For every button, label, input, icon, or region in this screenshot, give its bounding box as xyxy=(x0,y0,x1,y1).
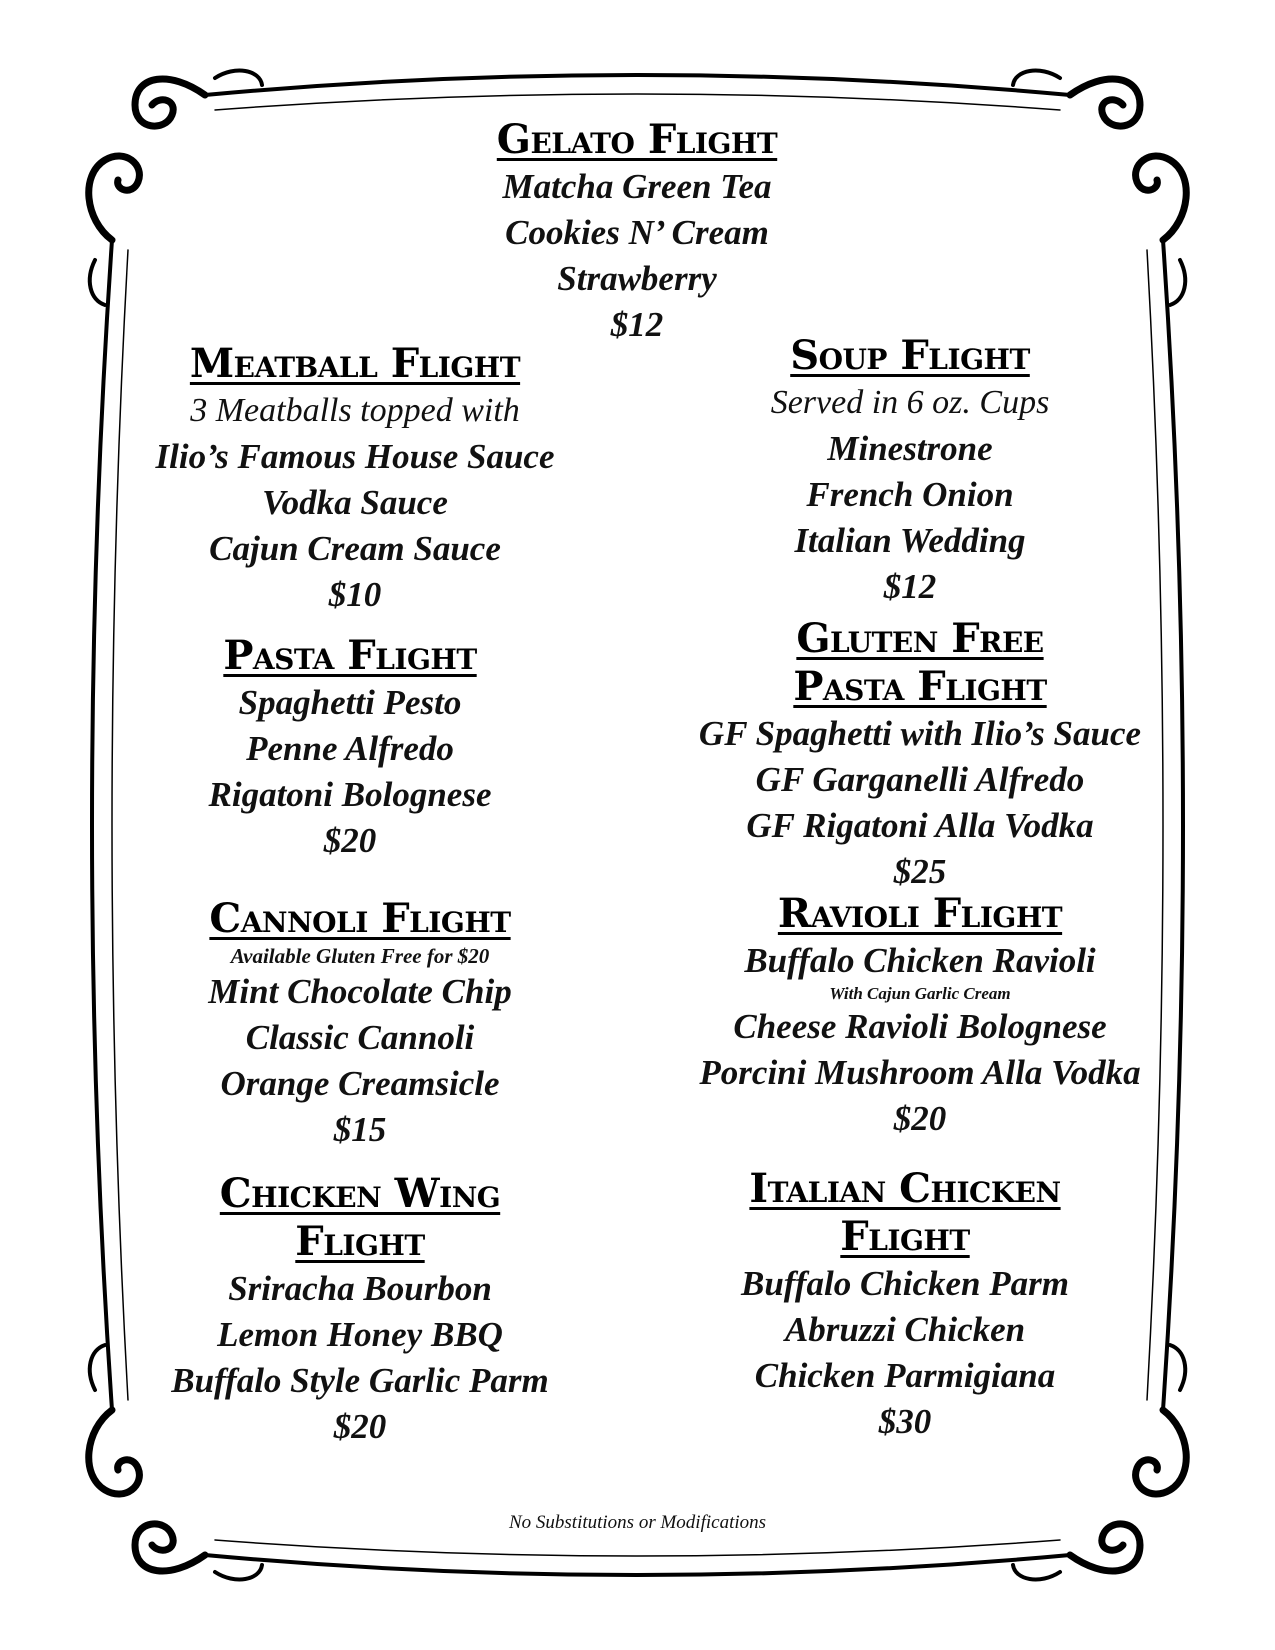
menu-item: Cheese Ravioli Bolognese xyxy=(733,1007,1107,1046)
menu-item: Mint Chocolate Chip xyxy=(208,972,512,1011)
ravioli-flight-section xyxy=(650,890,1190,1142)
price: $10 xyxy=(328,575,382,614)
section-heading: Ravioli Flight xyxy=(777,890,1063,937)
menu-item: Abruzzi Chicken xyxy=(784,1310,1026,1349)
menu-item: Sriracha Bourbon xyxy=(228,1269,492,1308)
section-heading: Cannoli Flight xyxy=(209,895,511,942)
price: $25 xyxy=(893,852,947,891)
section-heading: Pasta Flight xyxy=(223,632,477,679)
menu-item: Buffalo Chicken Parm xyxy=(740,1264,1069,1303)
corner-ornament-top-left xyxy=(89,71,262,305)
pasta-flight-section xyxy=(140,632,560,864)
price: $15 xyxy=(333,1110,387,1149)
section-heading: Gluten Free xyxy=(796,615,1044,662)
price: $20 xyxy=(333,1407,387,1446)
price: $30 xyxy=(878,1402,932,1441)
menu-item: Strawberry xyxy=(557,259,717,298)
footer-note: No Substitutions or Modifications xyxy=(508,1512,767,1533)
menu-item: Ilio’s Famous House Sauce xyxy=(155,437,555,476)
menu-item: Matcha Green Tea xyxy=(502,167,772,206)
section-intro: Served in 6 oz. Cups xyxy=(770,384,1050,421)
menu-item: Classic Cannoli xyxy=(245,1018,475,1057)
price: $12 xyxy=(610,305,664,344)
section-heading: Flight xyxy=(840,1213,970,1260)
price: $20 xyxy=(893,1099,947,1138)
gluten-free-note: Available Gluten Free for $20 xyxy=(230,944,490,968)
cannoli-flight-section xyxy=(150,895,570,1153)
menu-item: Italian Wedding xyxy=(794,521,1026,560)
frame-top-line xyxy=(205,75,1070,95)
section-heading: Flight xyxy=(295,1218,425,1265)
section-heading: Meatball Flight xyxy=(189,340,521,387)
item-note: With Cajun Garlic Cream xyxy=(829,984,1011,1003)
gelato-flight-section xyxy=(337,116,937,348)
corner-ornament-top-right xyxy=(1013,71,1186,305)
chicken-wing-flight-section xyxy=(140,1170,580,1450)
menu-item: Buffalo Style Garlic Parm xyxy=(171,1361,549,1400)
price: $20 xyxy=(323,821,377,860)
gluten-free-pasta-flight-section xyxy=(650,615,1190,895)
section-heading: Soup Flight xyxy=(790,332,1030,379)
menu-item: GF Rigatoni Alla Vodka xyxy=(746,806,1094,845)
menu-item: GF Garganelli Alfredo xyxy=(755,760,1085,799)
menu-item: Minestrone xyxy=(827,429,993,468)
menu-item: Buffalo Chicken Ravioli xyxy=(744,941,1096,980)
section-heading: Italian Chicken xyxy=(749,1165,1061,1212)
italian-chicken-flight-section xyxy=(660,1165,1150,1445)
menu-item: French Onion xyxy=(806,475,1014,514)
price: $12 xyxy=(883,567,937,606)
menu-item: Cookies N’ Cream xyxy=(505,213,769,252)
menu-item: Rigatoni Bolognese xyxy=(208,775,492,814)
menu-item: Porcini Mushroom Alla Vodka xyxy=(699,1053,1141,1092)
section-intro: 3 Meatballs topped with xyxy=(190,392,520,429)
menu-item: Spaghetti Pesto xyxy=(238,683,462,722)
menu-item: GF Spaghetti with Ilio’s Sauce xyxy=(698,714,1142,753)
section-heading: Gelato Flight xyxy=(496,116,778,163)
section-heading: Pasta Flight xyxy=(793,663,1047,710)
menu-item: Orange Creamsicle xyxy=(220,1064,500,1103)
soup-flight-section xyxy=(680,332,1140,610)
section-heading: Chicken Wing xyxy=(219,1170,501,1217)
menu-item: Vodka Sauce xyxy=(262,483,448,522)
menu-item: Chicken Parmigiana xyxy=(754,1356,1056,1395)
menu-item: Cajun Cream Sauce xyxy=(209,529,501,568)
frame-bottom-line xyxy=(205,1555,1070,1575)
menu-item: Lemon Honey BBQ xyxy=(217,1315,503,1354)
frame-left-line xyxy=(92,240,112,1410)
meatball-flight-section xyxy=(140,340,570,618)
menu-item: Penne Alfredo xyxy=(246,729,454,768)
